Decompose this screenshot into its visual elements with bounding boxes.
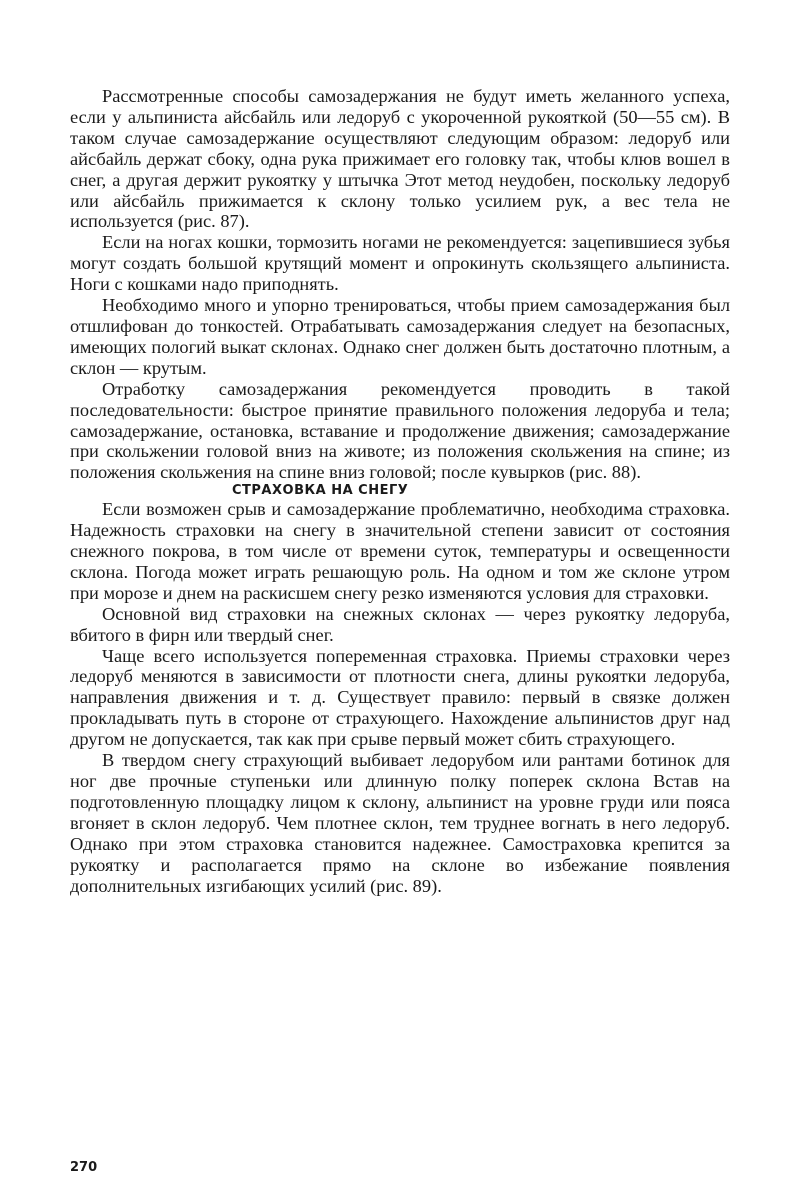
body-text: [70, 86, 730, 896]
paragraph: Если на ногах кошки, тормозить ногами не рекомендуется: зацепившиеся зубья могут создать большой крутящий момент и опрокинуть скользящего альпиниста. Ноги с кошками надо приподнять.: [70, 232, 730, 295]
paragraph: Отработку самозадержания рекомендуется проводить в такой последовательности: быстрое принятие правильного положения ледоруба и тела; самозадержание, остановка, вставание и продолжение движения; самозадержание при скольжении головой вниз на животе; из положения скольжения на спине; из положения скольжения на спине вниз головой; после кувырков (рис. 88).: [70, 378, 730, 483]
paragraph: Если возможен срыв и самозадержание проблематично, необходима страховка. Надежность страховки на снегу в значительной степени зависит от состояния снежного покрова, в том числе от времени суток, температуры и освещенности склона. Погода может играть решающую роль. На одном и том же склоне утром при морозе и днем на раскисшем снегу резко изменяются условия для страховки.: [70, 499, 730, 603]
paragraph: Чаще всего используется попеременная страховка. Приемы страховки через ледоруб меняются в зависимости от плотности снега, длины рукоятки ледоруба, направления движения и т. д. Существует правило: первый в связке должен прокладывать путь в стороне от страхующего. Нахождение альпинистов друг над другом не допускается, так как при срыве первый может сбить страхующего.: [70, 645, 730, 750]
page-number: 270: [70, 1160, 98, 1175]
paragraph: Основной вид страховки на снежных склонах — через рукоятку ледоруба, вбитого в фирн или твердый снег.: [70, 603, 730, 645]
paragraph: Рассмотренные способы самозадержания не будут иметь желанного успеха, если у альпиниста айсбайль или ледоруб с укороченной рукояткой (50—55 см). В таком случае самозадержание осуществляют следующим образом: ледоруб или айсбайль держат сбоку, одна рука прижимает его головку так, чтобы клюв вошел в снег, а другая держит рукоятку у штычка Этот метод неудобен, поскольку ледоруб или айсбайль прижимается к склону только усилием рук, а вес тела не используется (рис. 87).: [70, 86, 730, 232]
paragraph: В твердом снегу страхующий выбивает ледорубом или рантами ботинок для ног две прочные ступеньки или длинную полку поперек склона Встав на подготовленную площадку лицом к склону, альпинист на уровне груди или пояса вгоняет в склон ледоруб. Чем плотнее склон, тем труднее вогнать в него ледоруб. Однако при этом страховка становится надежнее. Самостраховка крепится за рукоятку и располагается прямо на склоне во избежание появления дополнительных изгибающих усилий (рис. 89).: [70, 750, 730, 896]
section-heading: СТРАХОВКА НА СНЕГУ: [232, 483, 409, 499]
paragraph: Необходимо много и упорно тренироваться, чтобы прием самозадержания был отшлифован до тонкостей. Отрабатывать самозадержания следует на безопасных, имеющих пологий выкат склонах. Однако снег должен быть достаточно плотным, а склон — крутым.: [70, 295, 730, 378]
